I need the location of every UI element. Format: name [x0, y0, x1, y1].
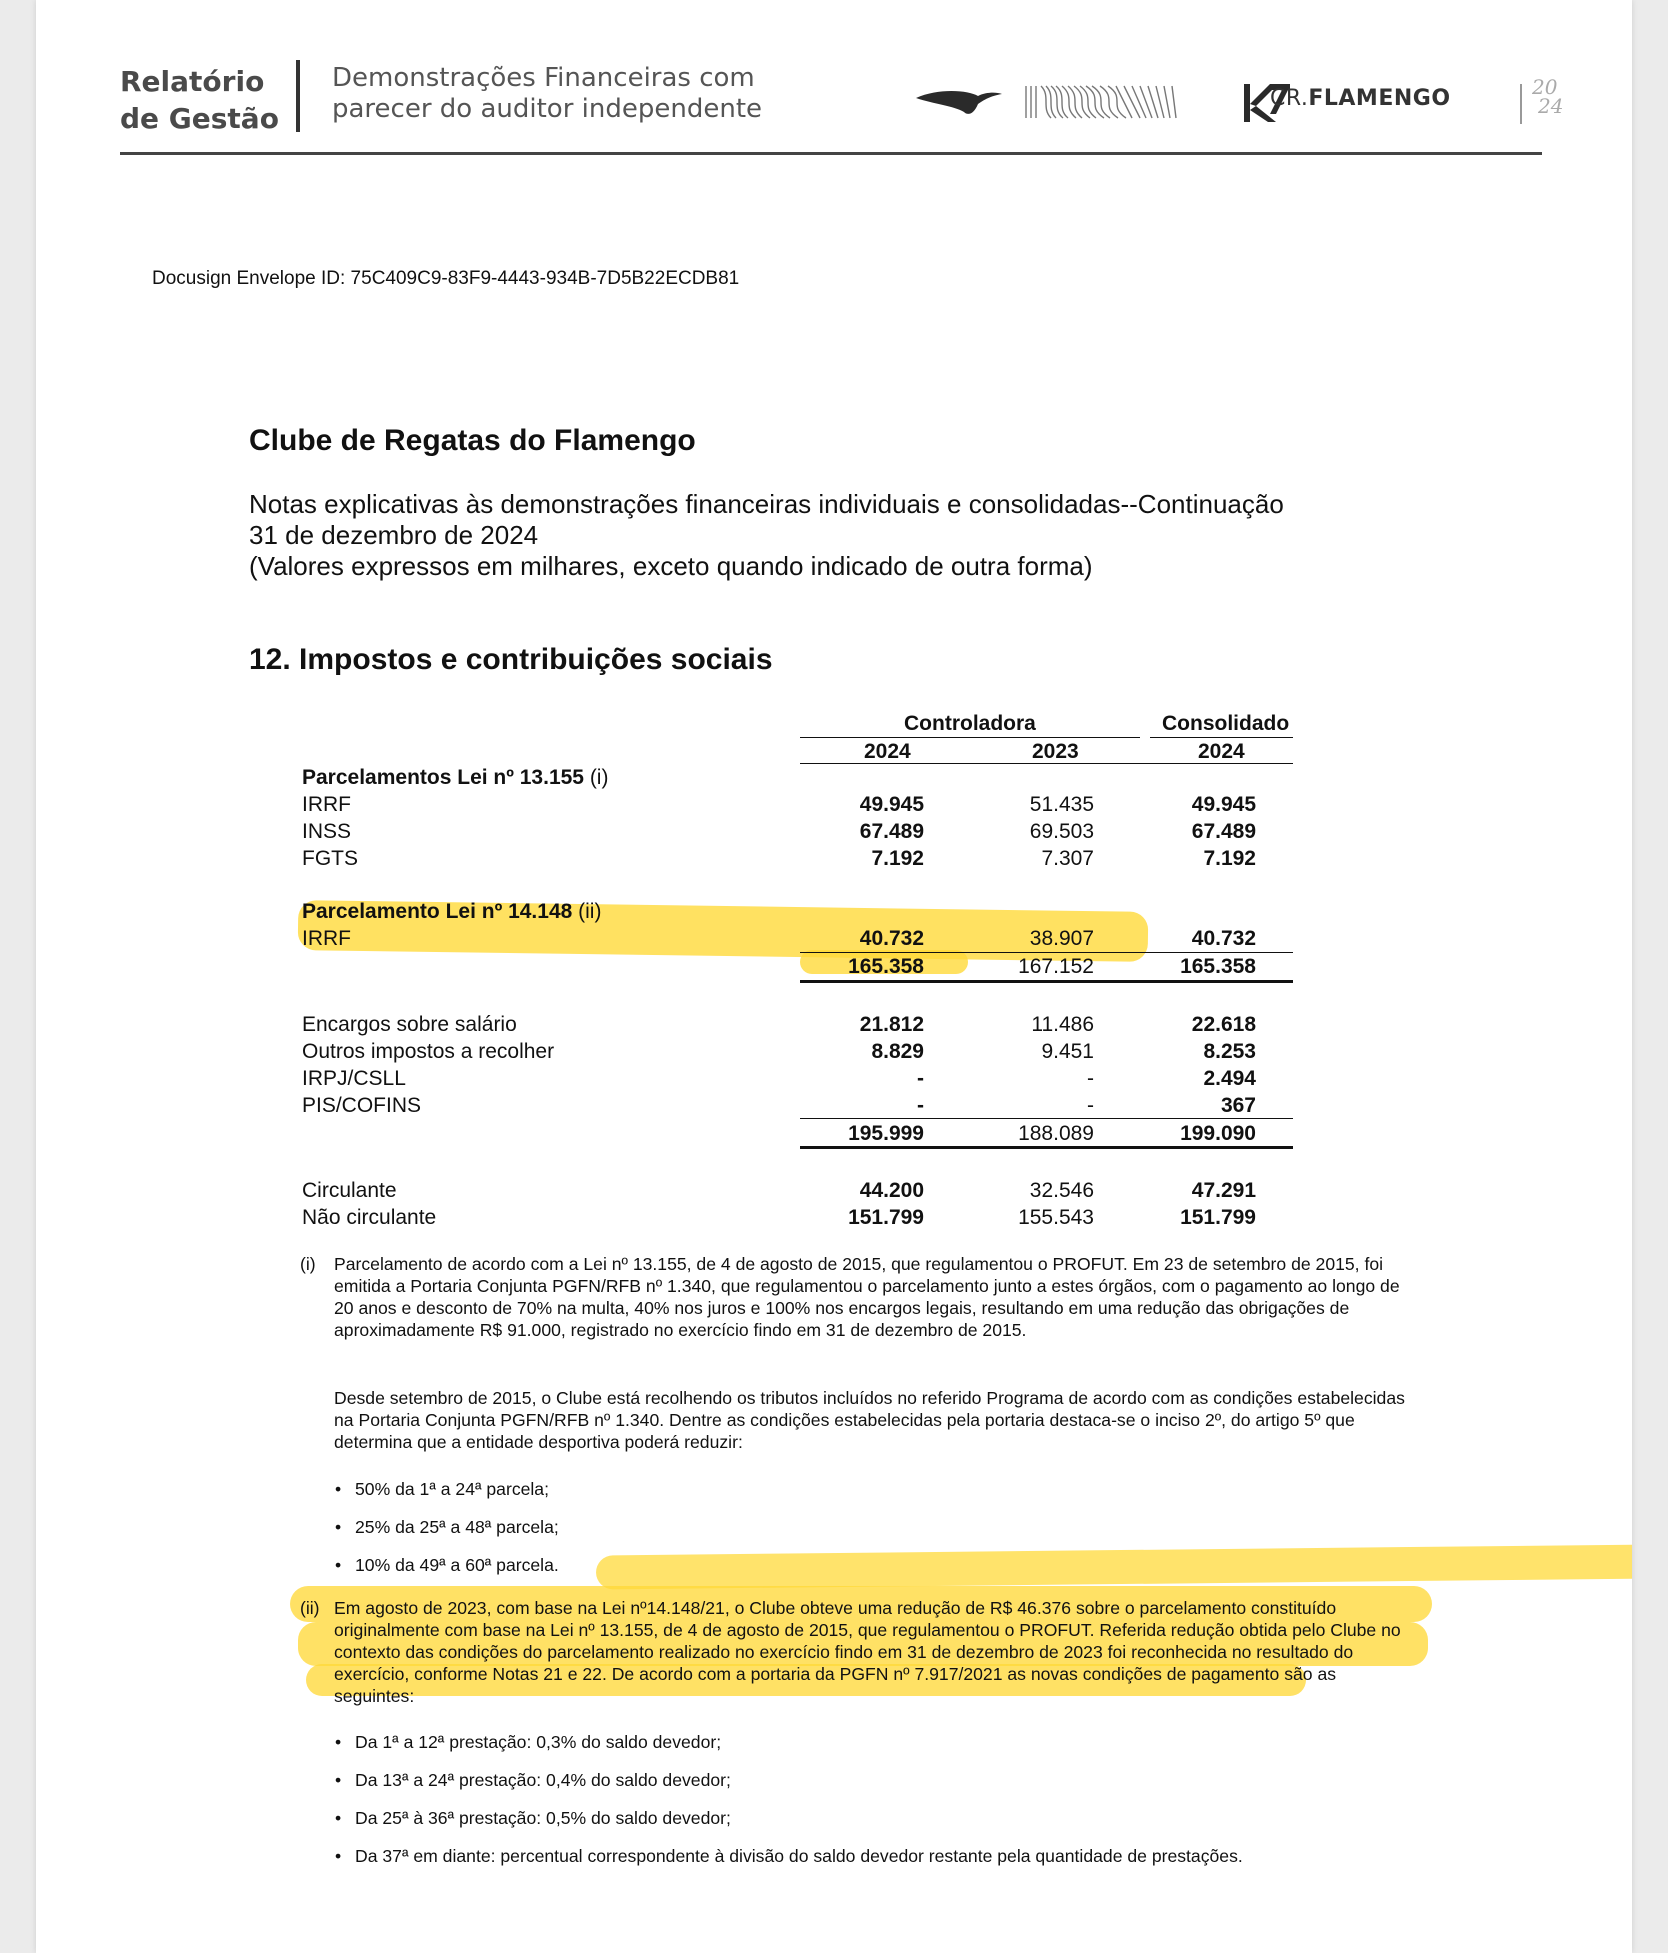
row-nao-circulante-v3: 151.799: [1180, 1206, 1256, 1229]
row-label-irpj: IRPJ/CSLL: [302, 1067, 406, 1090]
row-label-irrf-1: IRRF: [302, 793, 351, 816]
total-bottom-rule: [800, 1146, 1293, 1149]
subtotal-1-top-rule: [800, 952, 1293, 953]
total-v1: 195.999: [848, 1122, 924, 1145]
row-outros-v3: 8.253: [1203, 1040, 1256, 1063]
year-mark: [1532, 75, 1564, 118]
header-rule: [120, 152, 1542, 155]
brand-name-bold: FLAMENGO: [1308, 86, 1451, 111]
brand-name: [1270, 86, 1451, 111]
row-label-parc-13155: [302, 765, 608, 791]
group-header-consolidado: Consolidado: [1162, 712, 1290, 735]
row-outros-v1: 8.829: [871, 1040, 924, 1063]
row-irrf-2-v2: 38.907: [1029, 927, 1094, 950]
row-label-parc-14148: [302, 899, 601, 925]
col-header-2023-controladora: 2023: [1032, 740, 1079, 763]
note-i-paragraph-1: Parcelamento de acordo com a Lei nº 13.155, de 4 de agosto de 2015, que regulamentou o PROFUT. Em 23 de setembro de 2015, foi emitida a Portaria Conjunta PGFN/RFB nº 1.340, que regulamentou o parcelamento junto a estes órgãos, com o pagamento ao longo de 20 anos e desconto de 70% na multa, 40% nos juros e 100% nos encargos legais, resultando em uma redução das obrigações de aproximadamente R$ 91.000, registrado no exercício findo em 31 de dezembro de 2015.: [334, 1254, 1400, 1340]
row-label-encargos: Encargos sobre salário: [302, 1013, 517, 1036]
row-inss-v2: 69.503: [1029, 820, 1094, 843]
brand-prefix: CR.: [1270, 86, 1309, 111]
highlight-mark-sweep: [596, 1544, 1632, 1589]
row-irpj-v2: -: [1087, 1067, 1094, 1090]
subtotal-1-v2: 167.152: [1018, 955, 1094, 978]
notes-heading-line2: 31 de dezembro de 2024: [249, 520, 539, 550]
report-subtitle-line2: parecer do auditor independente: [332, 94, 763, 124]
row-nao-circulante-v1: 151.799: [848, 1206, 924, 1229]
row-label-parc-14148-suffix: (ii): [572, 900, 602, 923]
note-ii-paragraph: Em agosto de 2023, com base na Lei nº14.148/21, o Clube obteve uma redução de R$ 46.376 sobre o parcelamento constituído originalmente com base na Lei nº 13.155, de 4 de agosto de 2015, que regulamentou o PROFUT. Referida redução obtida pelo Clube no contexto das condições do parcelamento realizado no exercício findo em 31 de dezembro de 2023 foi reconhecida no resultado do exercício, conforme Notas 21 e 22. De acordo com a portaria da PGFN nº 7.917/2021 as novas condições de pagamento são as seguintes:: [334, 1598, 1401, 1706]
note-i-marker: (i): [300, 1254, 316, 1274]
row-fgts-v1: 7.192: [871, 847, 924, 870]
row-irrf-1-v3: 49.945: [1191, 793, 1256, 816]
note-i-bullet-3: • 10% da 49ª a 60ª parcela.: [355, 1554, 559, 1576]
subtotal-1-v1: 165.358: [848, 955, 924, 978]
row-nao-circulante-v2: 155.543: [1018, 1206, 1094, 1229]
notes-heading-line3: (Valores expressos em milhares, exceto quando indicado de outra forma): [249, 551, 1093, 581]
row-label-parc-14148-bold: Parcelamento Lei nº 14.148: [302, 900, 573, 923]
row-label-circulante: Circulante: [302, 1179, 397, 1202]
group-underline-controladora: [800, 737, 1140, 738]
row-irpj-v1: -: [917, 1067, 924, 1090]
note-ii-bullet-1: • Da 1ª a 12ª prestação: 0,3% do saldo devedor;: [355, 1731, 721, 1753]
vulture-icon: [916, 91, 1002, 114]
row-label-fgts: FGTS: [302, 847, 358, 870]
group-underline-consolidado: [1150, 737, 1293, 738]
note-i-bullet-1: • 50% da 1ª a 24ª parcela;: [355, 1478, 549, 1500]
row-irrf-1-v1: 49.945: [859, 793, 924, 816]
note-ii-bullet-4: • Da 37ª em diante: percentual correspondente à divisão do saldo devedor restante pela quantidade de prestações.: [355, 1845, 1243, 1867]
note-ii-bullet-2: • Da 13ª a 24ª prestação: 0,4% do saldo devedor;: [355, 1769, 731, 1791]
col-header-2024-consolidado: 2024: [1198, 740, 1245, 763]
row-encargos-v3: 22.618: [1191, 1013, 1256, 1036]
wave-pattern-icon: [1026, 86, 1176, 118]
header-logos: [878, 74, 1578, 130]
header-separator: [296, 60, 300, 132]
row-inss-v1: 67.489: [859, 820, 924, 843]
row-inss-v3: 67.489: [1191, 820, 1256, 843]
row-irrf-2-v3: 40.732: [1191, 927, 1256, 950]
row-fgts-v2: 7.307: [1041, 847, 1094, 870]
subtotal-1-bottom-rule: [800, 980, 1293, 983]
row-pis-v3: 367: [1220, 1094, 1256, 1117]
docusign-envelope-id: Docusign Envelope ID: 75C409C9-83F9-4443-934B-7D5B22ECDB81: [152, 268, 740, 289]
year-bottom: 24: [1538, 94, 1564, 118]
year-top: 20: [1532, 75, 1558, 99]
group-header-controladora: Controladora: [904, 712, 1036, 735]
club-title: Clube de Regatas do Flamengo: [249, 424, 696, 457]
row-pis-v2: -: [1087, 1094, 1094, 1117]
row-circulante-v1: 44.200: [859, 1179, 924, 1202]
row-label-pis: PIS/COFINS: [302, 1094, 422, 1117]
row-label-irrf-2: IRRF: [302, 927, 351, 950]
total-v2: 188.089: [1018, 1122, 1094, 1145]
row-irrf-1-v2: 51.435: [1029, 793, 1094, 816]
row-label-outros: Outros impostos a recolher: [302, 1040, 555, 1063]
notes-heading: [249, 489, 1284, 582]
report-title-line1: Relatório: [120, 65, 265, 98]
row-irpj-v3: 2.494: [1203, 1067, 1256, 1090]
report-title-line2: de Gestão: [120, 102, 279, 135]
row-encargos-v1: 21.812: [859, 1013, 924, 1036]
row-label-parc-13155-bold: Parcelamentos Lei nº 13.155: [302, 766, 584, 789]
row-circulante-v3: 47.291: [1191, 1179, 1256, 1202]
row-label-parc-13155-suffix: (i): [583, 766, 609, 789]
section-title: 12. Impostos e contribuições sociais: [249, 643, 773, 676]
note-ii-marker: (ii): [300, 1598, 320, 1618]
col-header-2024-controladora: 2024: [864, 740, 911, 763]
report-subtitle-line1: Demonstrações Financeiras com: [332, 63, 755, 93]
row-circulante-v2: 32.546: [1029, 1179, 1094, 1202]
row-pis-v1: -: [917, 1094, 924, 1117]
note-ii-bullet-3: • Da 25ª à 36ª prestação: 0,5% do saldo devedor;: [355, 1807, 731, 1829]
report-title: [120, 63, 279, 137]
notes-heading-line1: Notas explicativas às demonstrações financeiras individuais e consolidadas--Continuação: [249, 489, 1284, 519]
total-top-rule: [800, 1118, 1293, 1119]
total-v3: 199.090: [1180, 1122, 1256, 1145]
note-i-bullet-2: • 25% da 25ª a 48ª parcela;: [355, 1516, 559, 1538]
row-irrf-2-v1: 40.732: [859, 927, 924, 950]
document-page: [36, 0, 1632, 1953]
col-header-underline: [800, 763, 1293, 764]
subtotal-1-v3: 165.358: [1180, 955, 1256, 978]
row-label-nao-circulante: Não circulante: [302, 1206, 437, 1229]
row-outros-v2: 9.451: [1041, 1040, 1094, 1063]
row-label-inss: INSS: [302, 820, 352, 843]
note-i-paragraph-2: Desde setembro de 2015, o Clube está recolhendo os tributos incluídos no referido Programa de acordo com as condições estabelecidas na Portaria Conjunta PGFN/RFB nº 1.340. Dentre as condições estabelecidas pela portaria destaca-se o inciso 2º, do artigo 5º que determina que a entidade desportiva poderá reduzir:: [334, 1388, 1405, 1452]
row-encargos-v2: 11.486: [1031, 1013, 1094, 1036]
row-fgts-v3: 7.192: [1203, 847, 1256, 870]
report-subtitle: [332, 63, 762, 125]
